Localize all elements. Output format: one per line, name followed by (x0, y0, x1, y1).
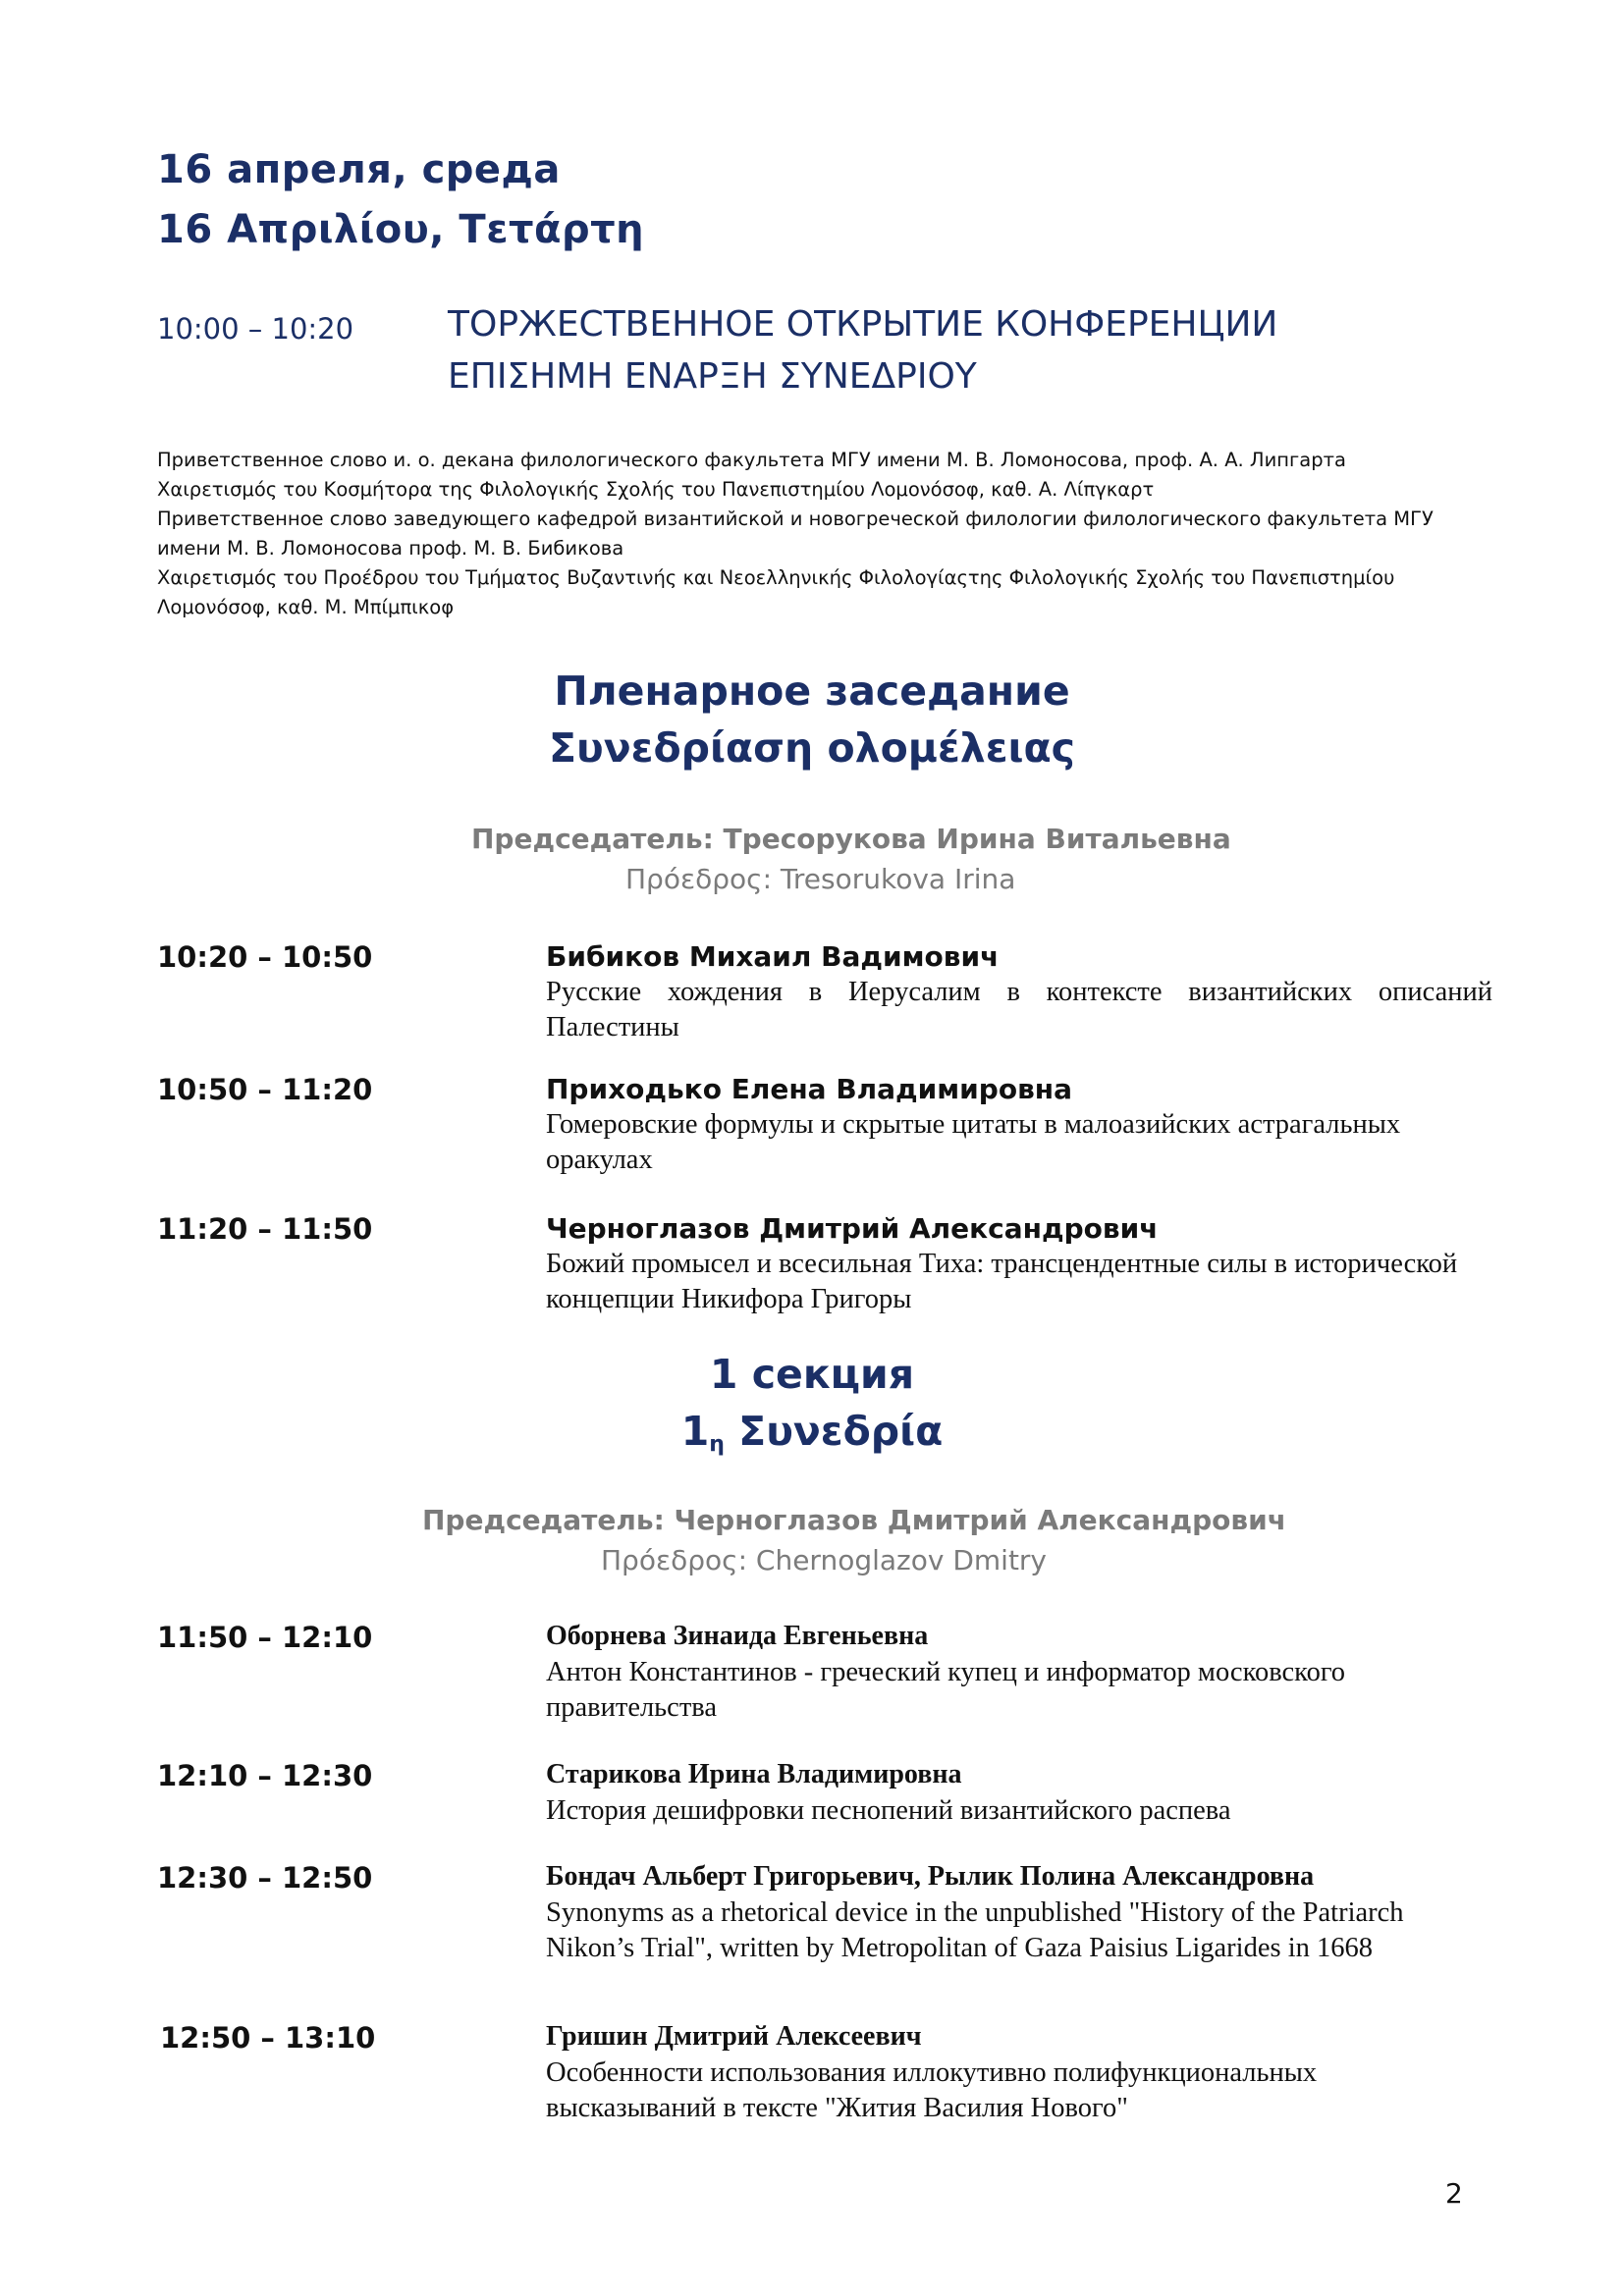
talk-time: 10:50 – 11:20 (157, 1073, 373, 1106)
talk-time: 11:20 – 11:50 (157, 1212, 373, 1246)
page-number: 2 (1445, 2177, 1463, 2210)
talk-speaker: Бондач Альберт Григорьевич, Рылик Полина Александровна (546, 1861, 1315, 1892)
talk-title: Русские хождения в Иерусалим в контексте византийских описаний Палестины (546, 977, 1492, 1042)
chair-name: Черноглазов Дмитрий Александрович (664, 1504, 1286, 1536)
talk-title: Synonyms as a rhetorical device in the unpublished "History of the Patriarch Nikon’s Trial", written by Metropolitan of Gaza Paisius Ligarides in 1668 (546, 1897, 1404, 1963)
chair-label: Πρόεδρος: (625, 863, 772, 895)
talk-title: Антон Константинов - греческий купец и информатор московского правительства (546, 1657, 1346, 1723)
talk-speaker: Бибиков Михаил Вадимович (546, 940, 1000, 973)
plenary-chair-gr (625, 863, 1015, 895)
plenary-heading-gr: Συνεδρίαση ολομέλειας (549, 724, 1075, 772)
chair-name: Тресорукова Ирина Витальевна (713, 823, 1231, 855)
talk-title: Гомеровские формулы и скрытые цитаты в малоазийских астрагальных оракулах (546, 1109, 1401, 1175)
talk-title: Особенности использования иллокутивно полифункциональных высказываний в тексте "Жития Василия Нового" (546, 2057, 1318, 2123)
ordinal-suffix: η (709, 1432, 725, 1457)
greeting-line: Приветственное слово заведующего кафедрой византийской и новогреческой филологии филологического факультета МГУ (157, 507, 1434, 530)
talk-time: 10:20 – 10:50 (157, 940, 373, 974)
section1-chair-gr (601, 1544, 1047, 1576)
greeting-line: имени М. В. Ломоносова проф. М. В. Бибикова (157, 537, 624, 560)
talk-title: История дешифровки песнопений византийского распева (546, 1795, 1231, 1826)
talk-time: 12:10 – 12:30 (157, 1759, 373, 1792)
day-heading-gr: 16 Απριλίου, Τετάρτη (157, 207, 645, 252)
opening-time: 10:00 – 10:20 (157, 312, 354, 346)
talk-speaker: Гришин Дмитрий Алексеевич (546, 2021, 922, 2052)
greeting-line: Приветственное слово и. о. декана филологического факультета МГУ имени М. В. Ломоносова, проф. А. А. Липгарта (157, 449, 1346, 471)
greeting-line: Χαιρετισμός του Προέδρου του Τμήματος Βυζαντινής και Νεοελληνικής Φιλολογίαςτης Φιλολογικής Σχολής του Πανεπιστημίου (157, 566, 1395, 589)
section-number: 1 (680, 1408, 710, 1455)
talk-title: Божий промысел и всесильная Тиха: трансцендентные силы в исторической концепции Никифора Григоры (546, 1249, 1458, 1314)
opening-title-gr: ΕΠΙΣΗΜΗ ΕΝΑΡΞΗ ΣΥΝΕΔΡΙΟΥ (448, 356, 977, 397)
chair-name: Chernoglazov Dmitry (747, 1544, 1048, 1576)
talk-speaker: Приходько Елена Владимировна (546, 1073, 1073, 1105)
opening-title-ru: ТОРЖЕСТВЕННОЕ ОТКРЫТИЕ КОНФЕРЕНЦИИ (448, 304, 1278, 345)
section1-heading-gr (0, 1408, 1624, 1457)
talk-speaker: Оборнева Зинаида Евгеньевна (546, 1621, 929, 1651)
section-word: Συνεδρία (724, 1408, 944, 1455)
plenary-chair-ru (471, 823, 1231, 855)
section1-chair-ru (422, 1504, 1286, 1536)
section1-heading-ru: 1 секция (709, 1351, 915, 1398)
chair-label: Председатель: (422, 1504, 665, 1536)
day-heading-ru: 16 апреля, среда (157, 147, 561, 192)
chair-name: Tresorukova Irina (772, 863, 1016, 895)
talk-speaker: Черноглазов Дмитрий Александрович (546, 1212, 1159, 1245)
chair-label: Председатель: (471, 823, 714, 855)
talk-speaker: Старикова Ирина Владимировна (546, 1759, 962, 1789)
talk-time: 12:50 – 13:10 (160, 2021, 376, 2055)
talk-time: 11:50 – 12:10 (157, 1621, 373, 1654)
plenary-heading-ru: Пленарное заседание (554, 667, 1070, 715)
greeting-line: Λομονόσοφ, καθ. Μ. Μπίμπικοφ (157, 596, 455, 618)
greeting-line: Χαιρετισμός του Κοσμήτορα της Φιλολογικής Σχολής του Πανεπιστημίου Λομονόσοφ, καθ. Α. Λίπγκαρτ (157, 478, 1155, 501)
chair-label: Πρόεδρος: (601, 1544, 747, 1576)
talk-time: 12:30 – 12:50 (157, 1861, 373, 1895)
